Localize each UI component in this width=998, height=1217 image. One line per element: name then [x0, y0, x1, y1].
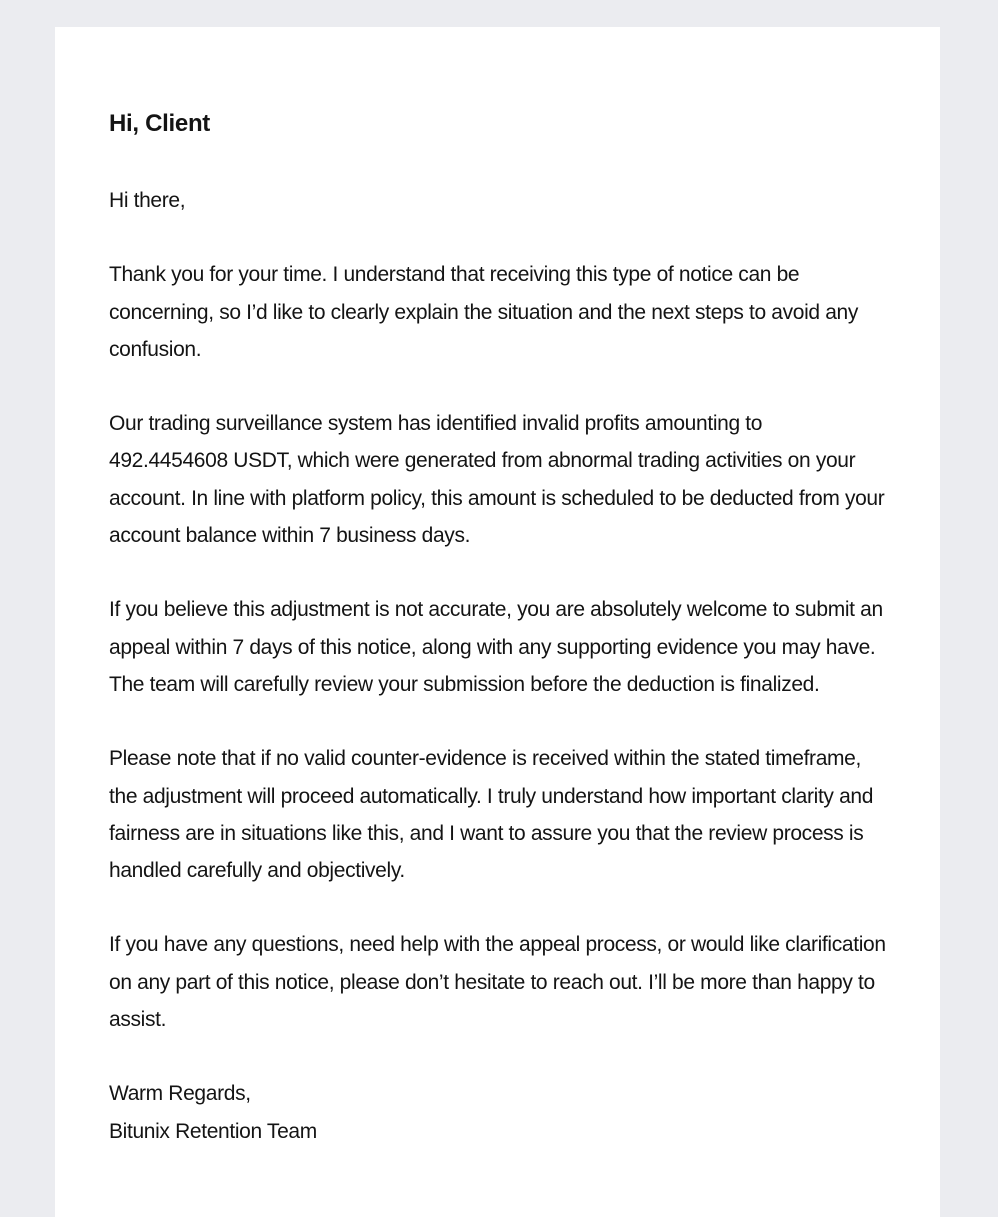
- email-card: [55, 27, 940, 1217]
- email-paragraph-appeal: If you believe this adjustment is not accurate, you are absolutely welcome to submit an appeal within 7 days of this notice, along with any supporting evidence you may have. The team will carefully review your submission before the deduction is finalized.: [109, 598, 883, 696]
- email-greeting-heading: Hi, Client: [109, 110, 211, 137]
- email-paragraph-invalid-profits: Our trading surveillance system has identified invalid profits amounting to 492.4454608 USDT, which were generated from abnormal trading activities on your account. In line with platform policy, this amount is scheduled to be deducted from your account balance within 7 business days.: [109, 412, 885, 548]
- email-paragraph-contact: If you have any questions, need help with the appeal process, or would like clarification on any part of this notice, please don’t hesitate to reach out. I’ll be more than happy to assist.: [109, 933, 886, 1032]
- email-salutation: Hi there,: [109, 189, 186, 212]
- email-paragraph-timeframe: Please note that if no valid counter-evidence is received within the stated timeframe, the adjustment will proceed automatically. I truly understand how important clarity and fairness are in situations like this, and I want to assure you that the review process is handled carefully and objectively.: [109, 747, 874, 883]
- email-closing: Warm Regards,: [109, 1082, 251, 1106]
- email-signature: Bitunix Retention Team: [109, 1119, 317, 1143]
- email-paragraph-intro: Thank you for your time. I understand that receiving this type of notice can be concerning, so I’d like to clearly explain the situation and the next steps to avoid any confusion.: [109, 263, 859, 361]
- email-signoff: [109, 1075, 886, 1150]
